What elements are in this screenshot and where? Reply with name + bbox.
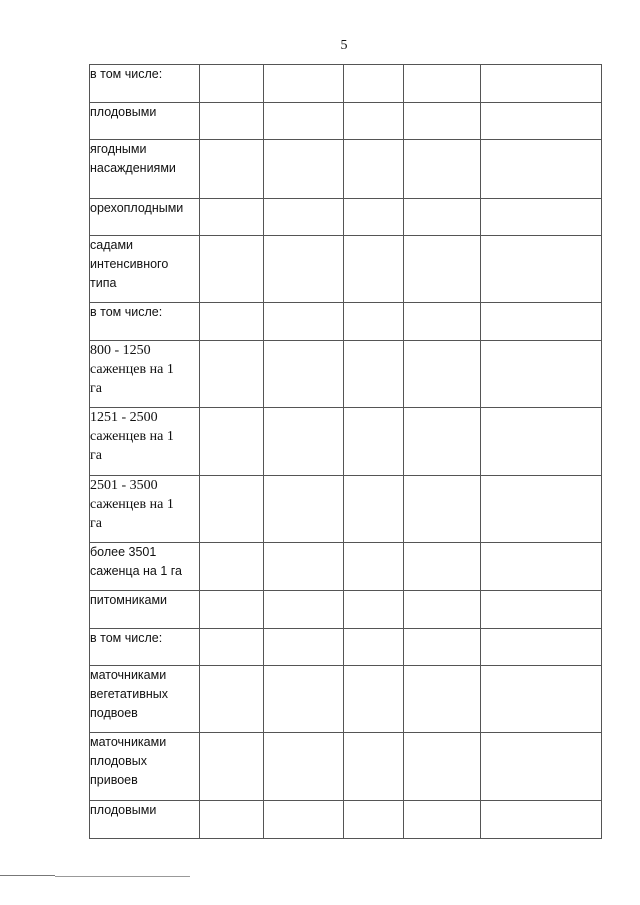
empty-cell (200, 236, 264, 303)
table-row (90, 65, 602, 103)
empty-cell (200, 476, 264, 543)
table-row (90, 236, 602, 303)
empty-cell (200, 629, 264, 666)
empty-cell (200, 103, 264, 140)
empty-cell (344, 341, 404, 408)
empty-cell (404, 408, 481, 476)
empty-cell (404, 543, 481, 591)
empty-cell (481, 236, 602, 303)
row-label-cell: садами интенсивного типа (90, 236, 200, 303)
empty-cell (200, 408, 264, 476)
empty-cell (344, 629, 404, 666)
empty-cell (344, 236, 404, 303)
empty-cell (200, 801, 264, 839)
empty-cell (481, 733, 602, 801)
row-label-cell: в том числе: (90, 303, 200, 341)
row-label-cell: орехоплодными (90, 199, 200, 236)
empty-cell (344, 543, 404, 591)
table-row (90, 199, 602, 236)
empty-cell (200, 543, 264, 591)
table-row (90, 476, 602, 543)
empty-cell (404, 103, 481, 140)
empty-cell (264, 140, 344, 199)
empty-cell (404, 236, 481, 303)
empty-cell (481, 140, 602, 199)
empty-cell (404, 303, 481, 341)
row-label-cell: более 3501 саженца на 1 га (90, 543, 200, 591)
empty-cell (481, 666, 602, 733)
empty-cell (404, 341, 481, 408)
empty-cell (344, 591, 404, 629)
empty-cell (344, 140, 404, 199)
table-row (90, 801, 602, 839)
empty-cell (264, 543, 344, 591)
empty-cell (404, 666, 481, 733)
empty-cell (264, 591, 344, 629)
empty-cell (344, 199, 404, 236)
empty-cell (481, 408, 602, 476)
empty-cell (481, 801, 602, 839)
empty-cell (200, 733, 264, 801)
table-row (90, 103, 602, 140)
empty-cell (200, 65, 264, 103)
table-row (90, 303, 602, 341)
table-row (90, 341, 602, 408)
empty-cell (200, 591, 264, 629)
empty-cell (481, 303, 602, 341)
footer-rule (0, 875, 55, 876)
empty-cell (264, 476, 344, 543)
empty-cell (404, 140, 481, 199)
empty-cell (481, 65, 602, 103)
table-row (90, 140, 602, 199)
empty-cell (200, 199, 264, 236)
empty-cell (404, 801, 481, 839)
empty-cell (264, 666, 344, 733)
empty-cell (200, 303, 264, 341)
empty-cell (264, 733, 344, 801)
empty-cell (264, 65, 344, 103)
empty-cell (264, 103, 344, 140)
empty-cell (404, 65, 481, 103)
empty-cell (481, 341, 602, 408)
row-label-cell: 800 - 1250 саженцев на 1 га (90, 341, 200, 408)
empty-cell (404, 476, 481, 543)
empty-cell (481, 476, 602, 543)
empty-cell (200, 341, 264, 408)
document-table (89, 64, 602, 839)
empty-cell (200, 666, 264, 733)
empty-cell (481, 199, 602, 236)
empty-cell (481, 543, 602, 591)
empty-cell (344, 733, 404, 801)
row-label-cell: ягодными насаждениями (90, 140, 200, 199)
empty-cell (404, 199, 481, 236)
table-row (90, 666, 602, 733)
empty-cell (344, 65, 404, 103)
table-row (90, 629, 602, 666)
table-row (90, 543, 602, 591)
empty-cell (481, 629, 602, 666)
empty-cell (264, 408, 344, 476)
empty-cell (344, 476, 404, 543)
row-label-cell: плодовыми (90, 801, 200, 839)
empty-cell (200, 140, 264, 199)
empty-cell (404, 591, 481, 629)
empty-cell (481, 591, 602, 629)
empty-cell (344, 408, 404, 476)
empty-cell (344, 801, 404, 839)
empty-cell (404, 733, 481, 801)
empty-cell (344, 103, 404, 140)
empty-cell (264, 199, 344, 236)
footer-rule-faint (55, 876, 190, 877)
empty-cell (344, 303, 404, 341)
table-row (90, 733, 602, 801)
table-body (90, 65, 602, 839)
row-label-cell: в том числе: (90, 65, 200, 103)
table-row (90, 591, 602, 629)
empty-cell (264, 801, 344, 839)
row-label-cell: питомниками (90, 591, 200, 629)
row-label-cell: в том числе: (90, 629, 200, 666)
table-row (90, 408, 602, 476)
row-label-cell: 2501 - 3500 саженцев на 1 га (90, 476, 200, 543)
row-label-cell: 1251 - 2500 саженцев на 1 га (90, 408, 200, 476)
row-label-cell: маточниками плодовых привоев (90, 733, 200, 801)
empty-cell (264, 629, 344, 666)
empty-cell (264, 341, 344, 408)
empty-cell (344, 666, 404, 733)
empty-cell (481, 103, 602, 140)
row-label-cell: плодовыми (90, 103, 200, 140)
empty-cell (264, 236, 344, 303)
row-label-cell: маточниками вегетативных подвоев (90, 666, 200, 733)
empty-cell (264, 303, 344, 341)
page-number: 5 (340, 38, 348, 53)
empty-cell (404, 629, 481, 666)
